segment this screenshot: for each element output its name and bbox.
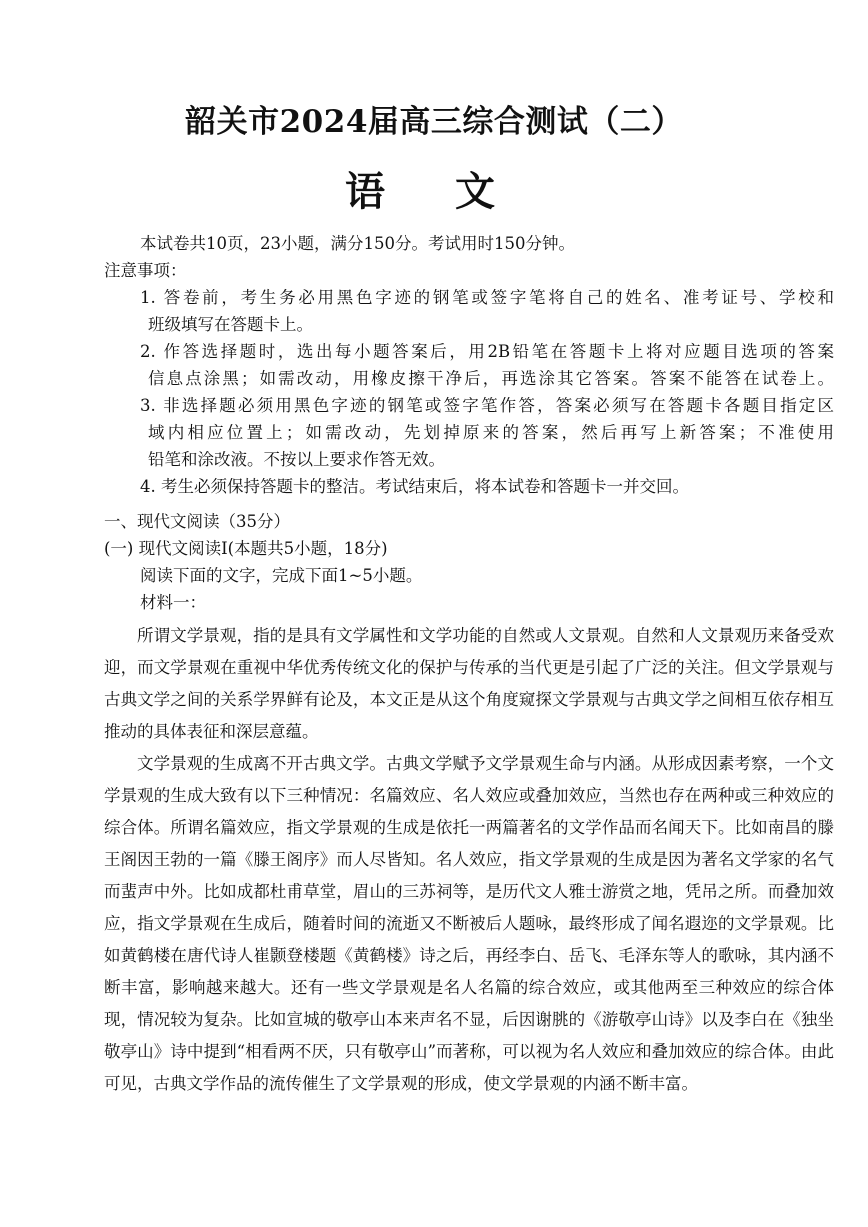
notice-item bbox=[104, 473, 834, 500]
notice-item bbox=[104, 338, 834, 392]
subject-title: 语 文 bbox=[345, 168, 523, 215]
notice-line: 信息点涂黑；如需改动，用橡皮擦干净后，再选涂其它答案。答案不能答在试卷上。 bbox=[148, 369, 834, 388]
notice-item bbox=[104, 284, 834, 338]
body-paragraph: 文学景观的生成离不开古典文学。古典文学赋予文学景观生命与内涵。从形成因素考察，一个文学景观的生成大致有以下三种情况：名篇效应、名人效应或叠加效应，当然也存在两种或三种效应的综合体。所谓名篇效应，指文学景观的生成是依托一两篇著名的文学作品而名闻天下。比如南昌的滕王阁因王勃的一篇《滕王阁序》而人尽皆知。名人效应，指文学景观的生成是因为著名文学家的名气而蜚声中外。比如成都杜甫草堂，眉山的三苏祠等，是历代文人雅士游赏之地，凭吊之所。而叠加效应，指文学景观在生成后，随着时间的流逝又不断被后人题咏，最终形成了闻名遐迩的文学景观。比如黄鹤楼在唐代诗人崔颢登楼题《黄鹤楼》诗之后，再经李白、岳飞、毛泽东等人的歌咏，其内涵不断丰富，影响越来越大。还有一些文学景观是名人名篇的综合效应，或其他两至三种效应的综合体现，情况较为复杂。比如宣城的敬亭山本来声名不显，后因谢朓的《游敬亭山诗》以及李白在《独坐敬亭山》诗中提到“相看两不厌，只有敬亭山”而著称，可以视为名人效应和叠加效应的综合体。由此可见，古典文学作品的流传催生了文学景观的形成，使文学景观的内涵不断丰富。 bbox=[104, 754, 834, 1093]
subsection-heading: (一) 现代文阅读Ⅰ(本题共5小题，18分) bbox=[104, 539, 388, 558]
notice-line: 铅笔和涂改液。不按以上要求作答无效。 bbox=[148, 450, 445, 469]
body-paragraph: 所谓文学景观，指的是具有文学属性和文学功能的自然或人文景观。自然和人文景观历来备受欢迎，而文学景观在重视中华优秀传统文化的保护与传承的当代更是引起了广泛的关注。但文学景观与古典文学之间的关系学界鲜有论及，本文正是从这个角度窥探文学景观与古典文学之间相互依存相互推动的具体表征和深层意蕴。 bbox=[104, 626, 834, 741]
reading-instruction: 阅读下面的文字，完成下面1~5小题。 bbox=[140, 566, 423, 585]
notice-line: 4. 考生必须保持答题卡的整洁。考试结束后，将本试卷和答题卡一并交回。 bbox=[140, 477, 689, 496]
notice-line: 域内相应位置上；如需改动，先划掉原来的答案，然后再写上新答案；不准使用 bbox=[148, 423, 834, 442]
exam-intro: 本试卷共10页，23小题，满分150分。考试用时150分钟。 bbox=[140, 234, 575, 253]
notice-line: 3. 非选择题必须用黑色字迹的钢笔或签字笔作答，答案必须写在答题卡各题目指定区 bbox=[140, 396, 834, 415]
material-label: 材料一： bbox=[140, 593, 206, 612]
notice-line: 班级填写在答题卡上。 bbox=[148, 315, 313, 334]
notice-line: 2. 作答选择题时，选出每小题答案后，用2B铅笔在答题卡上将对应题目选项的答案 bbox=[140, 342, 834, 361]
section-heading: 一、现代文阅读（35分） bbox=[104, 512, 290, 531]
notice-heading: 注意事项： bbox=[104, 261, 187, 280]
exam-title: 韶关市2024届高三综合测试（二） bbox=[185, 104, 683, 140]
notice-line: 1. 答卷前，考生务必用黑色字迹的钢笔或签字笔将自己的姓名、准考证号、学校和 bbox=[140, 288, 834, 307]
notice-item bbox=[104, 392, 834, 473]
exam-content bbox=[104, 230, 834, 1100]
